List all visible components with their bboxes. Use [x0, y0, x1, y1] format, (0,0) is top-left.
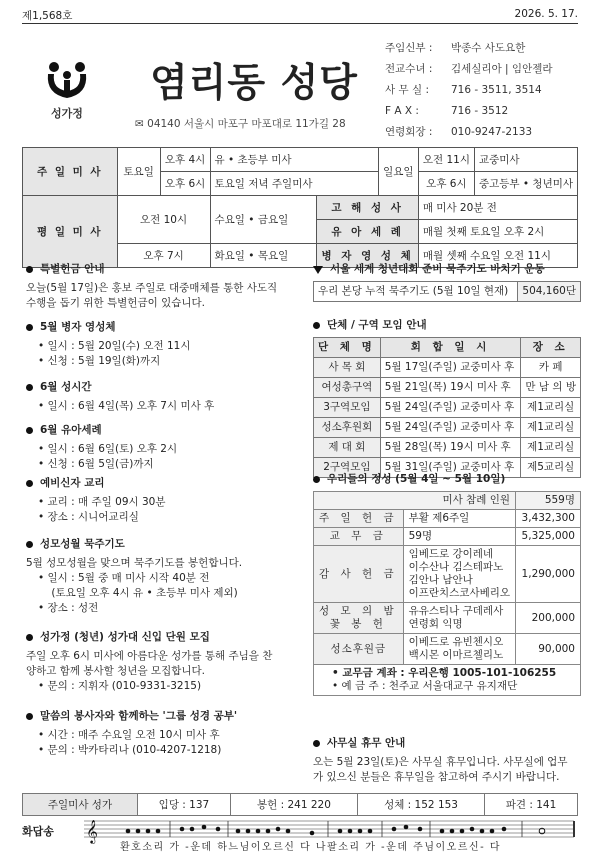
- notice-holy-hour: 6월 성시간 • 일시 : 6월 4일(목) 오후 7시 미사 후: [26, 380, 301, 414]
- notice-bible-study: 말씀의 봉사자와 함께하는 '그룹 성경 공부' • 시간 : 매주 수요일 오전 10시 미사 후 • 문의 : 박카타리나 (010-4207-1218): [26, 709, 306, 758]
- notice-catechumen: 예비신자 교리 • 교리 : 매 주일 09시 30분 • 장소 : 시니어교리실: [26, 476, 301, 525]
- svg-text:𝄞: 𝄞: [86, 819, 98, 843]
- info-row: 연령회장 : 010-9247-2133: [385, 126, 533, 138]
- hymn-table: 주일미사 성가 입당 : 137 봉헌 : 241 220 성체 : 152 153 파견 : 141: [22, 793, 578, 816]
- table-row: 사 목 회 5월 17일(주일) 교중미사 후 카 페: [314, 358, 581, 378]
- mail-icon: ✉: [135, 118, 148, 130]
- rosary-campaign: 서울 세계 청년대회 준비 묵주기도 바치기 운동 우리 본당 누적 묵주기도 (5월 10일 현재) 504,160단: [313, 262, 581, 302]
- mass-schedule-table: 주 일 미 사 토요일 오후 4시 유 • 초등부 미사 일요일 오전 11시 교중미사 오후 6시 토요일 저녁 주일미사 오후 6시 중고등부 • 청년미사 평 일 미 사 오전 10시 수요일 • 금요일 고 해 성 사 매 미사 20분 전 유 아 세 례 매월 첫째 토요일 오후 2시 오후 7시 화요일 • 목요일 병 자 영 성 체 매월 셋째 수요일 오전 11시: [22, 147, 578, 268]
- holy-family-icon: [42, 58, 92, 102]
- office-closed: 사무실 휴무 안내 오는 5월 23일(토)은 사무실 휴무입니다. 사무실에 업무 가 있으신 분들은 휴무일을 참고하여 주시기 바랍니다.: [313, 737, 568, 783]
- bullet-icon: [26, 427, 33, 434]
- info-row: 사 무 실 : 716 - 3511, 3514: [385, 84, 542, 96]
- bullet-icon: [26, 634, 33, 641]
- notice-special-collection: 특별헌금 안내 오늘(5월 17일)은 홍보 주일로 대중매체를 통한 사도직 수행을 돕기 위한 특별헌금이 있습니다.: [26, 263, 278, 309]
- info-row: F A X : 716 - 3512: [385, 105, 509, 117]
- bullet-icon: [313, 322, 320, 329]
- logo-label: 성가정: [51, 107, 83, 120]
- bullet-icon: [313, 740, 320, 747]
- bullet-icon: [26, 713, 33, 720]
- group-meetings: 단체 / 구역 모임 안내 단 체 명 회 합 일 시 장 소 사 목 회 5월 17일(주일) 교중미사 후 카 페 여성총구역 5월 21일(목) 19시 미사 후 만 남 의 방 3구역모임 5월 24일(주일) 교중미사 후 제1교리실 성소후원회 5월 24일(주일) 교중미사 후 제1교리실 제 대 회 5월 28일(목) 19시 미사 후 제1교리실 2구역모임 5월 31일(주일) 교중미사 후 제5교리실: [313, 318, 581, 478]
- parish-title: 염리동 성당: [150, 61, 358, 106]
- parish-logo: [42, 58, 92, 120]
- bullet-icon: [313, 476, 320, 483]
- table-row: 3구역모임 5월 24일(주일) 교중미사 후 제1교리실: [314, 398, 581, 418]
- header-top: [22, 8, 578, 22]
- offerings-table: 미사 참례 인원 559명 주 일 헌 금 부활 제6주일 3,432,300 교 무 금 59명 5,325,000 감 사 헌 금 임베드로 강이레네 이수산나 김스테파노 김안나 남안나 이프란치스코사베리오 1,290,000 성 모 의 밤 꽃 봉 헌 유유스티나 구데레사 연령회 익명 200,000 성소후원금 이베드로 유빈첸시오 백시몬 이마르첼리노 90,000 • 교무금 계좌 : 우리은행 1005-101-106255 • 예 금 주 : 천주교 서울대교구 유지재단: [313, 491, 581, 696]
- group-meetings-table: 단 체 명 회 합 일 시 장 소 사 목 회 5월 17일(주일) 교중미사 후 카 페 여성총구역 5월 21일(목) 19시 미사 후 만 남 의 방 3구역모임 5월 24일(주일) 교중미사 후 제1교리실 성소후원회 5월 24일(주일) 교중미사 후 제1교리실 제 대 회 5월 28일(목) 19시 미사 후 제1교리실 2구역모임 5월 31일(주일) 교중미사 후 제5교리실: [313, 337, 581, 478]
- divider: [22, 23, 578, 24]
- offerings: 우리들의 정성 (5월 4일 ~ 5월 10일) 미사 참례 인원 559명 주 일 헌 금 부활 제6주일 3,432,300 교 무 금 59명 5,325,000 감 사 헌 금 임베드로 강이레네 이수산나 김스테파노 김안나 남안나 이프란치스코사베리오 1,290,000 성 모 의 밤 꽃 봉 헌 유유스티나 구데레사 연령회 익명 200,000 성소후원금 이베드로 유빈첸시오 백시몬 이마르첼리노 90,000 • 교무금 계좌 : 우리은행 1005-101-106255 • 예 금 주 : 천주교 서울대교구 유지재단: [313, 472, 581, 696]
- table-row: 제 대 회 5월 28일(목) 19시 미사 후 제1교리실: [314, 438, 581, 458]
- address-text: 04140 서울시 마포구 마포대로 11가길 28: [147, 118, 346, 130]
- issue-number: 제1,568호: [22, 10, 73, 22]
- response-lyric: 환호소리 가 -운데 하느님이오르신 다 나팔소리 가 -운데 주님이오르신- 다: [120, 842, 502, 853]
- address: [135, 116, 346, 131]
- triangle-bullet-icon: [313, 266, 323, 274]
- contact-info: [385, 38, 553, 143]
- table-row: 성소후원회 5월 24일(주일) 교중미사 후 제1교리실: [314, 418, 581, 438]
- info-row: 전교수녀 : 김세실리아 | 임안젤라: [385, 63, 553, 75]
- bullet-icon: [26, 324, 33, 331]
- notice-infant-baptism: 6월 유아세례 • 일시 : 6월 6일(토) 오후 2시 • 신청 : 6월 5일(금)까지: [26, 423, 301, 472]
- bullet-icon: [26, 541, 33, 548]
- issue-date: 2026. 5. 17.: [514, 8, 578, 20]
- response-label: 화답송: [22, 825, 54, 838]
- notice-rosary-month: 성모성월 묵주기도 5월 성모성월을 맞으며 묵주기도를 봉헌합니다. • 일시 : 5월 중 매 미사 시작 40분 전 (토요일 오후 4시 유 • 초등부 미사 제외) • 장소 : 성전: [26, 538, 243, 614]
- rosary-count-table: 우리 본당 누적 묵주기도 (5월 10일 현재) 504,160단: [313, 281, 581, 302]
- table-row: 여성총구역 5월 21일(목) 19시 미사 후 만 남 의 방: [314, 378, 581, 398]
- weekday-mass-label: 평 일 미 사: [23, 196, 118, 268]
- info-row: 주임신부 : 박종수 사도요한: [385, 42, 526, 54]
- bullet-icon: [26, 266, 33, 273]
- table-row: 2구역모임 5월 31일(주일) 교중미사 후 제5교리실: [314, 458, 581, 478]
- bullet-icon: [26, 480, 33, 487]
- notice-choir-recruit: 성가정 (청년) 성가대 신입 단원 모집 주일 오후 6시 미사에 아름다운 성가를 통해 주님을 찬 양하고 함께 봉사할 청년을 모집합니다. • 문의 : 지휘자 (010-9331-3215): [26, 631, 273, 692]
- sunday-mass-label: 주 일 미 사: [23, 148, 118, 196]
- notice-sick-communion: 5월 병자 영성체 • 일시 : 5월 20일(수) 오전 11시 • 신청 : 5월 19일(화)까지: [26, 320, 301, 369]
- bullet-icon: [26, 384, 33, 391]
